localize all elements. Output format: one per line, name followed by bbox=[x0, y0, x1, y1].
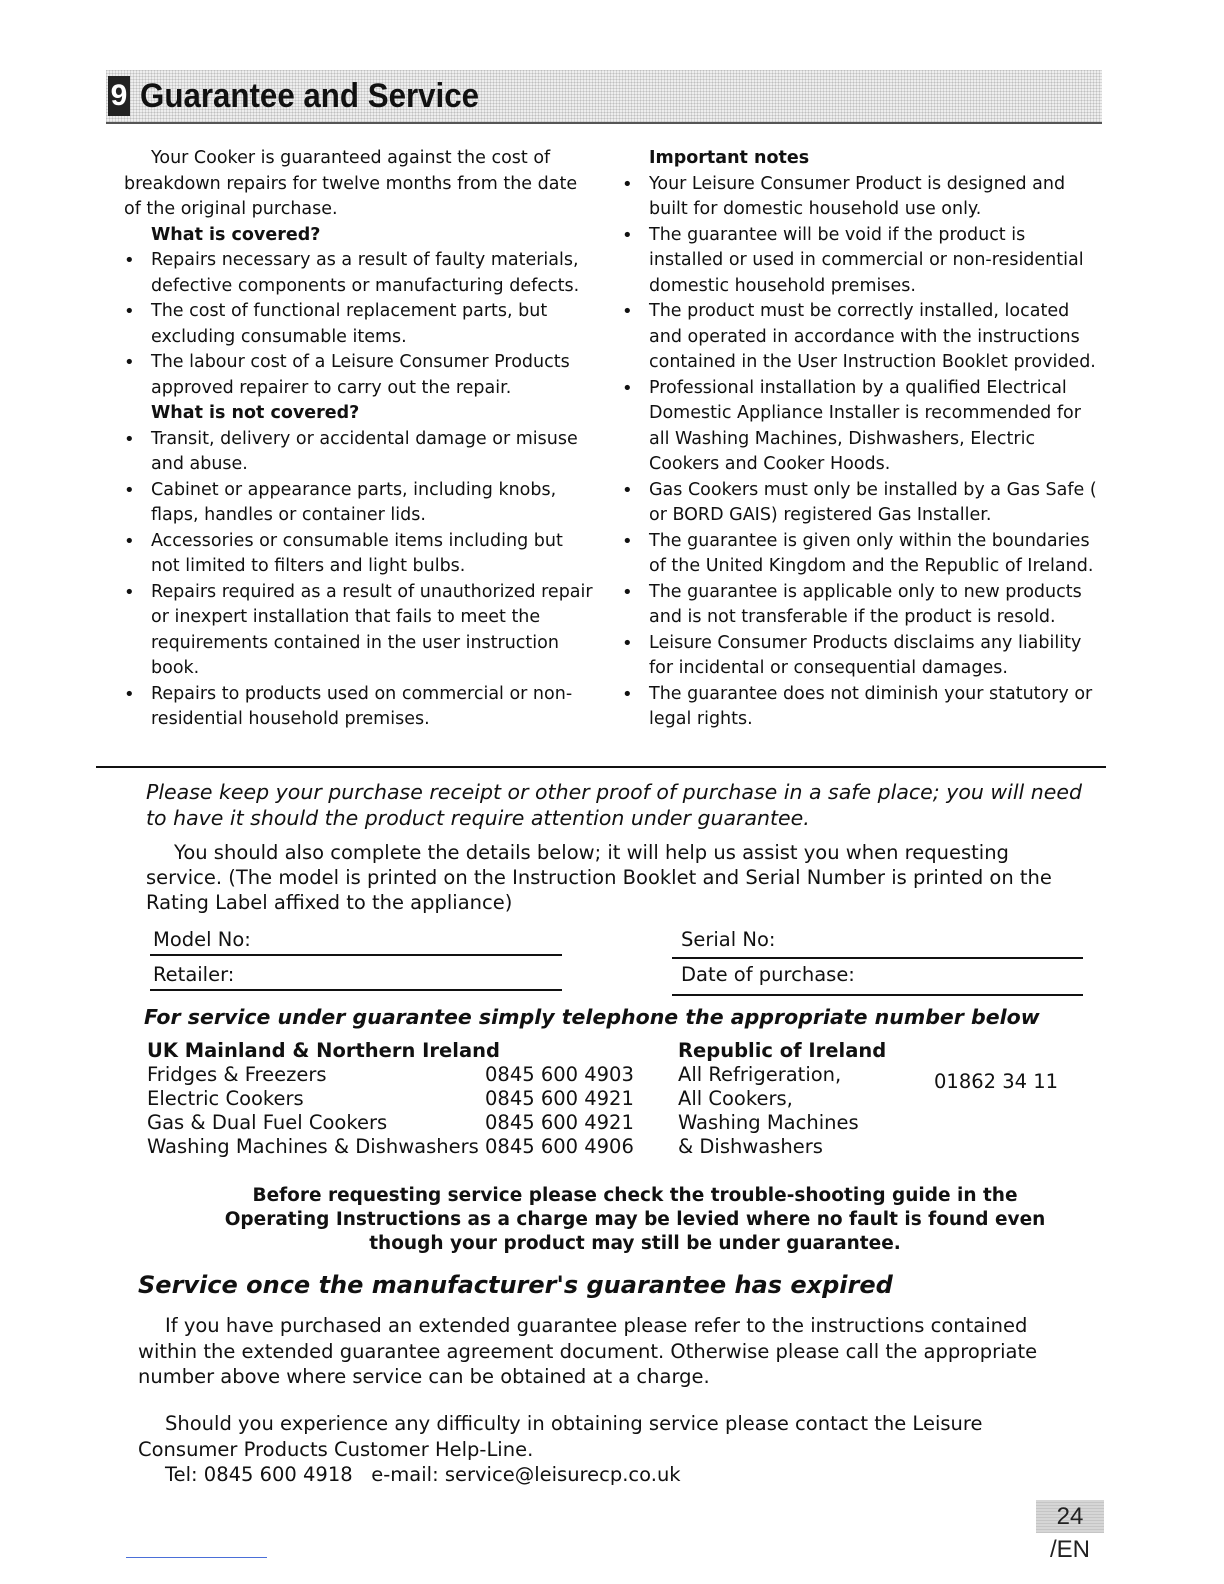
roi-line: & Dishwashers bbox=[678, 1135, 823, 1158]
list-item: • The cost of functional replacement parts, but excluding consumable items. bbox=[124, 299, 594, 350]
list-item: • Gas Cookers must only be installed by a Gas Safe ( or BORD GAIS) registered Gas Installer. bbox=[622, 478, 1097, 529]
receipt-notice: Please keep your purchase receipt or other proof of purchase in a safe place; you will need to have it should the product require attention under guarantee. bbox=[146, 780, 1082, 830]
list-item: • Repairs necessary as a result of faulty materials, defective components or manufacturing defects. bbox=[124, 248, 594, 299]
uk-row-label: Gas & Dual Fuel Cookers bbox=[147, 1111, 388, 1134]
list-item: • The labour cost of a Leisure Consumer Products approved repairer to carry out the repair. bbox=[124, 350, 594, 401]
list-item: • Cabinet or appearance parts, including knobs, flaps, handles or container lids. bbox=[124, 478, 594, 529]
serial-no-underline bbox=[672, 957, 1083, 959]
model-no-underline bbox=[150, 954, 562, 956]
covered-list bbox=[124, 248, 594, 401]
uk-phone-number[interactable]: 0845 600 4921 bbox=[485, 1087, 634, 1110]
service-heading: For service under guarantee simply telephone the appropriate number below bbox=[144, 1005, 1040, 1029]
email-address[interactable]: e-mail: service@leisurecp.co.uk bbox=[371, 1463, 681, 1486]
uk-row-label: Washing Machines & Dishwashers bbox=[147, 1135, 479, 1158]
uk-heading: UK Mainland & Northern Ireland bbox=[147, 1039, 500, 1062]
date-of-purchase-underline bbox=[672, 994, 1083, 996]
help-line-paragraph: Should you experience any difficulty in obtaining service please contact the Leisure Consumer Products Customer Help-Line. bbox=[138, 1412, 983, 1461]
not-covered-heading: What is not covered? bbox=[151, 403, 360, 423]
list-item: • The guarantee will be void if the product is installed or used in commercial or non-residential domestic household premises. bbox=[622, 223, 1097, 300]
roi-line: All Refrigeration, bbox=[678, 1063, 842, 1086]
charge-warning: Before requesting service please check the trouble-shooting guide in the Operating Instructions as a charge may be levied where no fault is found even though your product may still be under guarantee. bbox=[224, 1185, 1046, 1254]
retailer-underline bbox=[150, 989, 562, 991]
roi-line: Washing Machines bbox=[678, 1111, 859, 1134]
uk-phone-number[interactable]: 0845 600 4921 bbox=[485, 1111, 634, 1134]
roi-phone-number[interactable]: 01862 34 11 bbox=[934, 1070, 1059, 1093]
list-item: • Professional installation by a qualified Electrical Domestic Appliance Installer is recommended for all Washing Machines, Dishwashers, Electric Cookers and Cooker Hoods. bbox=[622, 376, 1097, 478]
details-instruction: You should also complete the details below; it will help us assist you when requesting service. (The model is printed on the Instruction Booklet and Serial Number is printed on the Rating Label affixed to the appliance) bbox=[146, 841, 1052, 914]
uk-row-label: Fridges & Freezers bbox=[147, 1063, 327, 1086]
uk-phone-number[interactable]: 0845 600 4906 bbox=[485, 1135, 634, 1158]
list-item: • The guarantee is given only within the boundaries of the United Kingdom and the Republic of Ireland. bbox=[622, 529, 1097, 580]
list-item: • Accessories or consumable items including but not limited to filters and light bulbs. bbox=[124, 529, 594, 580]
telephone-number[interactable]: Tel: 0845 600 4918 bbox=[165, 1463, 353, 1486]
page-title: Guarantee and Service bbox=[140, 77, 480, 115]
roi-line: All Cookers, bbox=[678, 1087, 793, 1110]
uk-service-table bbox=[147, 1039, 500, 1159]
page-number: 24 /EN bbox=[1036, 1500, 1104, 1533]
footer-line bbox=[126, 1557, 267, 1558]
list-item: • Transit, delivery or accidental damage or misuse and abuse. bbox=[124, 427, 594, 478]
contact-line bbox=[165, 1462, 681, 1488]
right-column bbox=[622, 146, 1097, 733]
list-item: • The guarantee is applicable only to new products and is not transferable if the product is resold. bbox=[622, 580, 1097, 631]
list-item: • Your Leisure Consumer Product is designed and built for domestic household use only. bbox=[622, 172, 1097, 223]
list-item: • Leisure Consumer Products disclaims any liability for incidental or consequential damages. bbox=[622, 631, 1097, 682]
retailer-field[interactable]: Retailer: bbox=[153, 963, 235, 986]
date-of-purchase-field[interactable]: Date of purchase: bbox=[681, 963, 855, 986]
uk-phone-numbers bbox=[485, 1063, 634, 1159]
serial-no-field[interactable]: Serial No: bbox=[681, 928, 776, 951]
extended-guarantee-paragraph: If you have purchased an extended guarantee please refer to the instructions contained within the extended guarantee agreement document. Otherwise please call the appropriate number above where service can be obtained at a charge. bbox=[138, 1314, 1038, 1388]
important-notes-list bbox=[622, 172, 1097, 733]
roi-heading: Republic of Ireland bbox=[678, 1039, 887, 1062]
section-divider bbox=[96, 766, 1106, 768]
roi-service-table bbox=[678, 1039, 886, 1159]
covered-heading: What is covered? bbox=[151, 224, 321, 245]
section-number-badge: 9 bbox=[108, 76, 130, 116]
model-no-field[interactable]: Model No: bbox=[153, 928, 251, 951]
uk-row-label: Electric Cookers bbox=[147, 1087, 304, 1110]
list-item: • Repairs required as a result of unauthorized repair or inexpert installation that fails to meet the requirements contained in the user instruction book. bbox=[124, 580, 594, 682]
guarantee-intro: Your Cooker is guaranteed against the cost of breakdown repairs for twelve months from the date of the original purchase. bbox=[124, 148, 578, 219]
uk-phone-number[interactable]: 0845 600 4903 bbox=[485, 1063, 634, 1086]
list-item: • Repairs to products used on commercial or non-residential household premises. bbox=[124, 682, 594, 733]
list-item: • The guarantee does not diminish your statutory or legal rights. bbox=[622, 682, 1097, 733]
not-covered-list bbox=[124, 427, 594, 733]
expired-guarantee-heading: Service once the manufacturer's guarantee has expired bbox=[138, 1271, 893, 1299]
list-item: • The product must be correctly installed, located and operated in accordance with the instructions contained in the User Instruction Booklet provided. bbox=[622, 299, 1097, 376]
left-column bbox=[124, 146, 594, 733]
important-notes-heading: Important notes bbox=[649, 148, 810, 168]
